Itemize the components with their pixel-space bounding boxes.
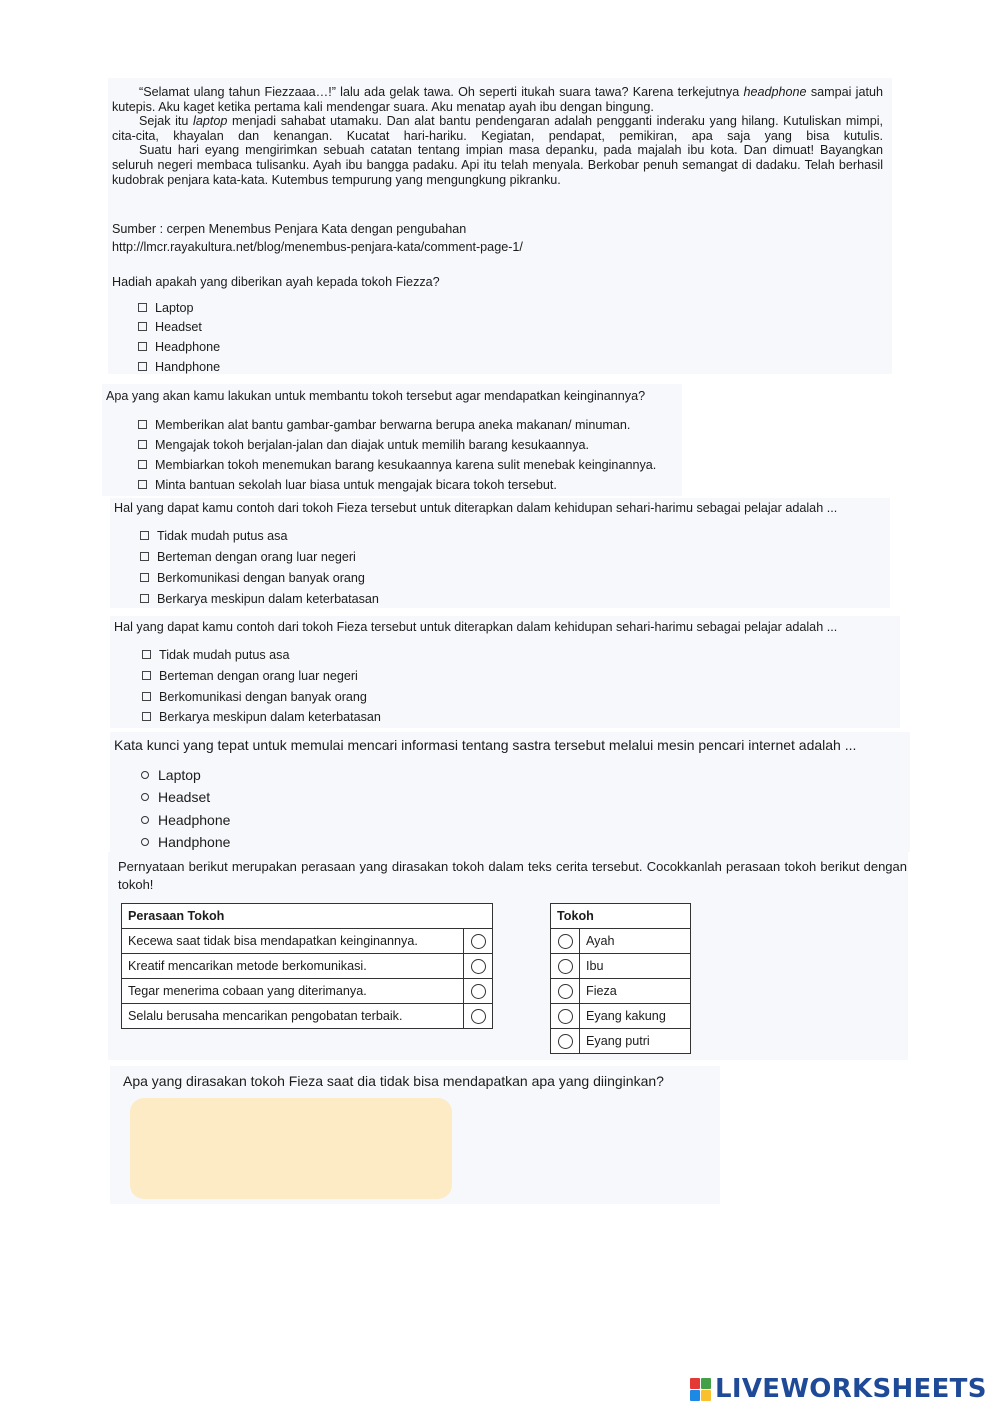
q1-option-4[interactable]: Handphone [138, 360, 220, 374]
source-line: Sumber : cerpen Menembus Penjara Kata dengan pengubahan [112, 222, 467, 236]
checkbox-icon[interactable] [138, 460, 147, 469]
q3-option-1[interactable]: Tidak mudah putus asa [140, 529, 287, 543]
liveworksheets-logo-icon [690, 1378, 711, 1401]
q1-option-1[interactable]: Laptop [138, 301, 194, 315]
question-4: Hal yang dapat kamu contoh dari tokoh Fieza tersebut untuk diterapkan dalam kehidupan sehari-harimu sebagai pelajar adalah ... [114, 620, 838, 634]
match-point-icon[interactable] [471, 984, 486, 999]
q4-option-1[interactable]: Tidak mudah putus asa [142, 648, 289, 662]
question-7: Apa yang dirasakan tokoh Fieza saat dia tidak bisa mendapatkan apa yang diinginkan? [123, 1073, 664, 1089]
match-point-icon[interactable] [558, 959, 573, 974]
match-point-icon[interactable] [558, 934, 573, 949]
question-3: Hal yang dapat kamu contoh dari tokoh Fieza tersebut untuk diterapkan dalam kehidupan sehari-harimu sebagai pelajar adalah ... [114, 501, 838, 515]
checkbox-icon[interactable] [140, 573, 149, 582]
checkbox-icon[interactable] [138, 362, 147, 371]
q1-option-2[interactable]: Headset [138, 320, 202, 334]
feelings-table [121, 903, 493, 1029]
match-point-icon[interactable] [471, 934, 486, 949]
table-row [122, 954, 493, 979]
radio-icon[interactable] [141, 838, 149, 846]
checkbox-icon[interactable] [140, 531, 149, 540]
liveworksheets-logo [690, 1374, 987, 1404]
story-paragraph-1: “Selamat ulang tahun Fiezzaaa…!” lalu ada gelak tawa. Oh seperti itukah suara tawa? Karena terkejutnya headphone sampai jatuh kutepis. Aku kaget ketika pertama kali mendengar suara. Aku menatap ayah ibu dengan bingung. [112, 85, 883, 114]
characters-table-header: Tokoh [551, 904, 691, 929]
question-1: Hadiah apakah yang diberikan ayah kepada tokoh Fiezza? [112, 275, 440, 289]
table-row [551, 979, 691, 1004]
answer-textbox[interactable] [130, 1098, 452, 1199]
radio-icon[interactable] [141, 816, 149, 824]
q2-option-3[interactable]: Membiarkan tokoh menemukan barang kesukaannya karena sulit menebak keinginannya. [138, 458, 656, 472]
checkbox-icon[interactable] [138, 342, 147, 351]
character-label: Eyang putri [580, 1029, 691, 1054]
checkbox-icon[interactable] [138, 480, 147, 489]
q3-option-3[interactable]: Berkomunikasi dengan banyak orang [140, 571, 365, 585]
match-point-icon[interactable] [558, 1034, 573, 1049]
match-point-icon[interactable] [558, 984, 573, 999]
table-row [551, 1004, 691, 1029]
checkbox-icon[interactable] [142, 692, 151, 701]
radio-icon[interactable] [141, 771, 149, 779]
match-point-icon[interactable] [558, 1009, 573, 1024]
q5-option-1[interactable]: Laptop [141, 767, 201, 783]
q5-option-4[interactable]: Handphone [141, 834, 230, 850]
match-cell[interactable] [464, 1004, 493, 1029]
table-row [122, 1004, 493, 1029]
checkbox-icon[interactable] [138, 303, 147, 312]
character-label: Fieza [580, 979, 691, 1004]
story-passage [112, 85, 883, 187]
character-label: Ayah [580, 929, 691, 954]
characters-table [550, 903, 691, 1054]
checkbox-icon[interactable] [138, 440, 147, 449]
checkbox-icon[interactable] [138, 322, 147, 331]
question-5: Kata kunci yang tepat untuk memulai mencari informasi tentang sastra tersebut melalui mesin pencari internet adalah ... [114, 737, 857, 753]
radio-icon[interactable] [141, 793, 149, 801]
match-cell[interactable] [464, 979, 493, 1004]
match-cell[interactable] [551, 1004, 580, 1029]
q4-option-4[interactable]: Berkarya meskipun dalam keterbatasan [142, 710, 381, 724]
checkbox-icon[interactable] [140, 594, 149, 603]
q4-option-3[interactable]: Berkomunikasi dengan banyak orang [142, 690, 367, 704]
character-label: Ibu [580, 954, 691, 979]
checkbox-icon[interactable] [140, 552, 149, 561]
checkbox-icon[interactable] [142, 650, 151, 659]
feeling-label: Tegar menerima cobaan yang diterimanya. [122, 979, 464, 1004]
character-label: Eyang kakung [580, 1004, 691, 1029]
table-row [551, 1029, 691, 1054]
source-url: http://lmcr.rayakultura.net/blog/menembus-penjara-kata/comment-page-1/ [112, 240, 523, 254]
brand-name: LIVEWORKSHEETS [715, 1374, 987, 1404]
q2-option-1[interactable]: Memberikan alat bantu gambar-gambar berwarna berupa aneka makanan/ minuman. [138, 418, 630, 432]
feeling-label: Kecewa saat tidak bisa mendapatkan keinginannya. [122, 929, 464, 954]
match-cell[interactable] [551, 1029, 580, 1054]
feeling-label: Kreatif mencarikan metode berkomunikasi. [122, 954, 464, 979]
table-row [122, 979, 493, 1004]
checkbox-icon[interactable] [142, 712, 151, 721]
match-point-icon[interactable] [471, 959, 486, 974]
story-paragraph-2: Sejak itu laptop menjadi sahabat utamaku. Dan alat bantu pendengaran adalah pengganti inderaku yang hilang. Kutuliskan mimpi, cita-cita, khayalan dan kenangan. Kucatat hari-hariku. Kegiatan, pendapat, pemikiran, apa saja yang bisa kutulis. [112, 114, 883, 143]
match-cell[interactable] [464, 954, 493, 979]
table-row [122, 929, 493, 954]
q3-option-2[interactable]: Berteman dengan orang luar negeri [140, 550, 356, 564]
feelings-table-header: Perasaan Tokoh [122, 904, 493, 929]
match-cell[interactable] [551, 979, 580, 1004]
match-cell[interactable] [464, 929, 493, 954]
q2-option-2[interactable]: Mengajak tokoh berjalan-jalan dan diajak untuk memilih barang kesukaannya. [138, 438, 589, 452]
q4-option-2[interactable]: Berteman dengan orang luar negeri [142, 669, 358, 683]
checkbox-icon[interactable] [138, 420, 147, 429]
match-cell[interactable] [551, 929, 580, 954]
q5-option-2[interactable]: Headset [141, 789, 210, 805]
q3-option-4[interactable]: Berkarya meskipun dalam keterbatasan [140, 592, 379, 606]
question-2: Apa yang akan kamu lakukan untuk membantu tokoh tersebut agar mendapatkan keinginannya? [106, 389, 646, 403]
question-6: Pernyataan berikut merupakan perasaan yang dirasakan tokoh dalam teks cerita tersebut. Cocokkanlah perasaan tokoh berikut dengan tokoh! [118, 859, 907, 892]
table-row [551, 954, 691, 979]
story-paragraph-3: Suatu hari eyang mengirimkan sebuah catatan tentang impian masa depanku, pada majalah ibu kota. Dan dimuat! Bayangkan seluruh negeri membaca tulisanku. Ayah ibu bangga padaku. Api itu telah menyala. Berkobar penuh semangat di dadaku. Telah berhasil kudobrak penjara kata-kata. Kutembus tempurung yang mengungkung pikranku. [112, 143, 883, 187]
checkbox-icon[interactable] [142, 671, 151, 680]
feeling-label: Selalu berusaha mencarikan pengobatan terbaik. [122, 1004, 464, 1029]
table-row [551, 929, 691, 954]
q2-option-4[interactable]: Minta bantuan sekolah luar biasa untuk mengajak bicara tokoh tersebut. [138, 478, 557, 492]
match-cell[interactable] [551, 954, 580, 979]
match-point-icon[interactable] [471, 1009, 486, 1024]
q1-option-3[interactable]: Headphone [138, 340, 220, 354]
q5-option-3[interactable]: Headphone [141, 812, 230, 828]
